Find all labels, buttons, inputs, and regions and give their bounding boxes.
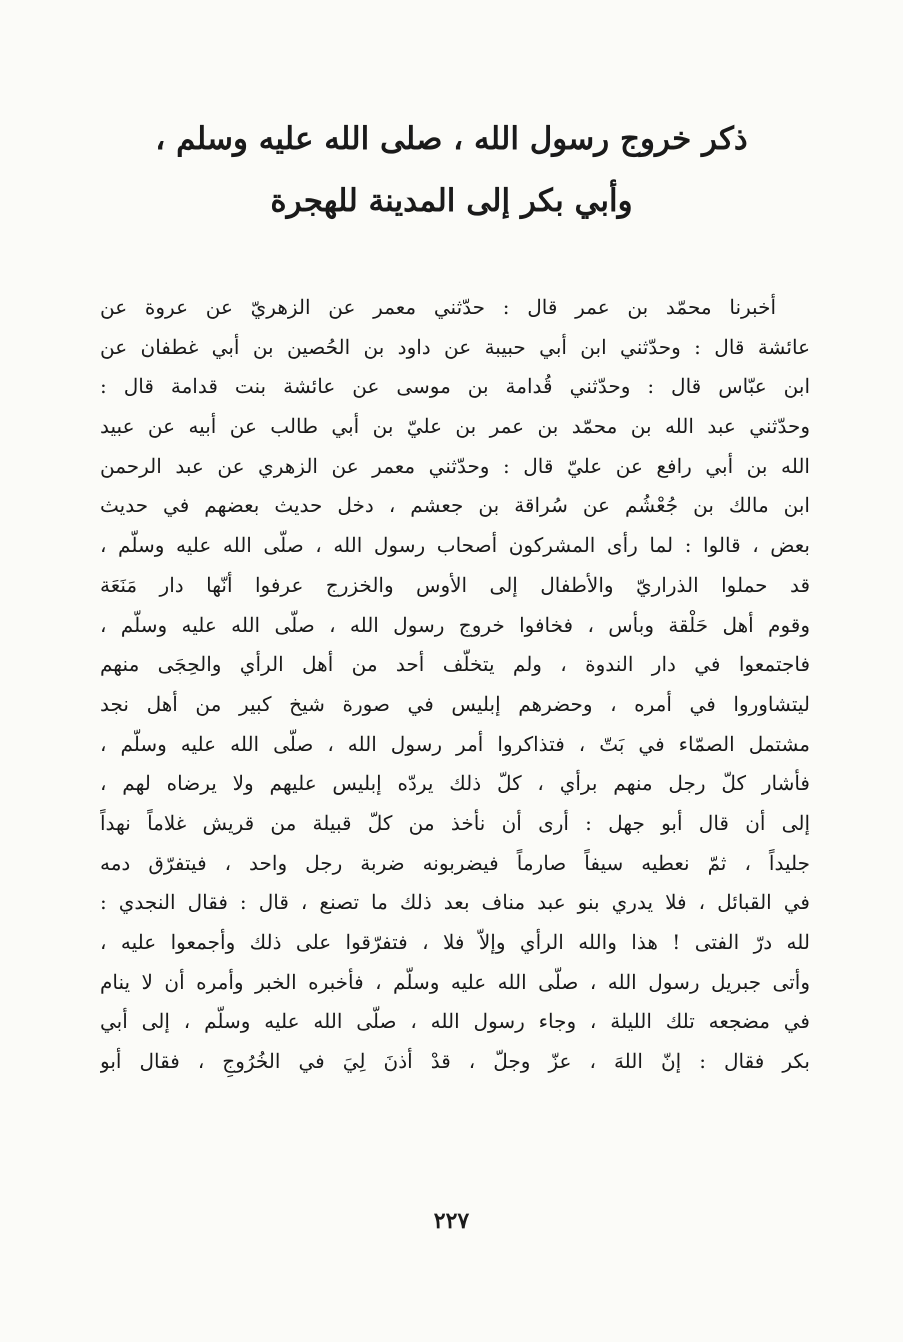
text-line: في القبائل ، فلا يدري بنو عبد مناف بعد ذلك ما تصنع ، قال : فقال النجدي : xyxy=(100,890,810,915)
text-line: أخبرنا محمّد بن عمر قال : حدّثني معمر عن الزهريّ عن عروة عن xyxy=(100,295,776,319)
text-line: قد حملوا الذراريّ والأطفال إلى الأوس والخزرج عرفوا أنّها دار مَنَعَة xyxy=(100,572,810,597)
text-line: ابن عبّاس قال : وحدّثني قُدامة بن موسى عن عائشة بنت قدامة قال : xyxy=(100,374,810,399)
text-line: ابن مالك بن جُعْشُم عن سُراقة بن جعشم ، دخل حديث بعضهم في حديث xyxy=(100,493,810,518)
body-text xyxy=(100,288,810,1082)
text-line: إلى أن قال أبو جهل : أرى أن نأخذ من كلّ قبيلة من قريش غلاماً نهداً xyxy=(100,810,810,835)
chapter-title-line-2: وأبي بكر إلى المدينة للهجرة xyxy=(270,183,633,219)
text-line: وقوم أهل حَلْقة وبأس ، فخافوا خروج رسول الله ، صلّى الله عليه وسلّم ، xyxy=(100,612,810,637)
text-line: بعض ، قالوا : لما رأى المشركون أصحاب رسول الله ، صلّى الله عليه وسلّم ، xyxy=(100,533,810,558)
text-line: وأتى جبريل رسول الله ، صلّى الله عليه وسلّم ، فأخبره الخبر وأمره أن لا ينام xyxy=(100,969,810,994)
text-line: ليتشاوروا في أمره ، وحضرهم إبليس في صورة شيخ كبير من أهل نجد xyxy=(100,691,810,716)
text-line: الله بن أبي رافع عن عليّ قال : وحدّثني معمر عن الزهري عن عبد الرحمن xyxy=(100,453,810,478)
text-line: في مضجعه تلك الليلة ، وجاء رسول الله ، صلّى الله عليه وسلّم ، إلى أبي xyxy=(100,1009,810,1034)
chapter-title-line-1: ذكر خروج رسول الله ، صلى الله عليه وسلم ، xyxy=(155,121,748,157)
text-line: عائشة قال : وحدّثني ابن أبي حبيبة عن داود بن الحُصين بن أبي غطفان عن xyxy=(100,334,810,359)
text-line: فأشار كلّ رجل منهم برأي ، كلّ ذلك يردّه إبليس عليهم ولا يرضاه لهم ، xyxy=(100,771,810,796)
text-line: مشتمل الصمّاء في بَتّ ، فتذاكروا أمر رسول الله ، صلّى الله عليه وسلّم ، xyxy=(100,731,810,756)
text-line: وحدّثني عبد الله بن محمّد بن عمر بن عليّ بن أبي طالب عن أبيه عن عبيد xyxy=(100,414,810,439)
text-line: فاجتمعوا في دار الندوة ، ولم يتخلّف أحد من أهل الرأي والحِجَى منهم xyxy=(100,652,810,677)
text-line: بكر فقال : إنّ اللهَ ، عزّ وجلّ ، قدْ أذنَ لِيَ في الخُرُوجِ ، فقال أبو xyxy=(100,1049,810,1074)
text-line: جليداً ، ثمّ نعطيه سيفاً صارماً فيضربونه ضربة رجل واحد ، فيتفرّق دمه xyxy=(100,850,810,875)
page-number: ٢٢٧ xyxy=(433,1208,470,1234)
text-line: لله درّ الفتى ! هذا والله الرأي وإلاّ فلا ، فتفرّقوا على ذلك وأجمعوا عليه ، xyxy=(100,930,810,954)
